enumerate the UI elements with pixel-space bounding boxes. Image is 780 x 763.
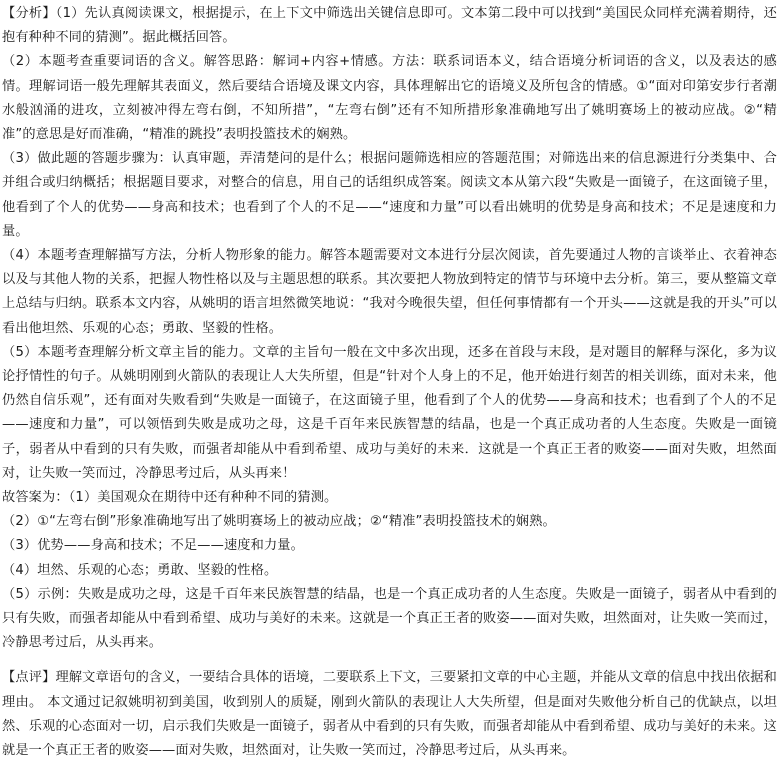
- analysis-paragraph-4: （4）本题考查理解描写方法，分析人物形象的能力。解答本题需要对文本进行分层次阅读，首先要通过人物的言谈举止、衣着神态以及与其他人物的关系，把握人物性格以及与主题思想的联系。其次要把人物放到特定的情节与环境中去分析。第三，要从整篇文章上总结与归纳。联系本文内容，从姚明的语言坦然微笑地说：“我对今晚很失望，但任何事情都有一个开头——这就是我的开头”可以看出他坦然、乐观的心态；勇敢、坚毅的性格。: [2, 248, 777, 336]
- analysis-paragraph-1: [2, 2, 777, 50]
- review-text: 理解文章语句的含义，一要结合具体的语境，二要联系上下文，三要紧扣文章的中心主题，并能从文章的信息中找出依据和理由。 本文通过记叙姚明初到美国，收到别人的质疑，刚到火箭队的表现让人大失所望，但是面对失败他分析自己的优缺点，以坦然、乐观的心态面对一切，启示我们失败是一面镜子，弱者从中看到的只有失败，而强者却能从中看到希望、成功与美好的未来。这就是一个真正王者的败姿——面对失败，坦然面对，让失败一笑而过，冷静思考过后，从头再来。: [2, 670, 777, 759]
- analysis-tag: 【分析】: [2, 6, 56, 21]
- analysis-paragraph-5: （5）本题考查理解分析文章主旨的能力。文章的主旨句一般在文中多次出现，还多在首段与末段，是对题目的解释与深化，多为议论抒情性的句子。从姚明刚到火箭队的表现让人大失所望，但是“针对个人身上的不足，他开始进行刻苦的相关训练，面对未来，他仍然自信乐观”，还有面对失败看到“失败是一面镜子，在这面镜子里，他看到了个人的优势——身高和技术；也看到了个人的不足——速度和力量”，可以领悟到失败是成功之母，这是千百年来民族智慧的结晶，也是一个真正成功者的人生态度。失败是一面镜子，弱者从中看到的只有失败，而强者却能从中看到希望、成功与美好的未来．这就是一个真正王者的败姿——面对失败，坦然面对，让失败一笑而过，冷静思考过后，从头再来！: [2, 344, 777, 481]
- answer-3: （3）优势——身高和技术；不足——速度和力量。: [2, 538, 304, 554]
- analysis-section: [2, 2, 777, 486]
- analysis-paragraph-3: （3）做此题的答题步骤为：认真审题，弄清楚问的是什么；根据问题筛选相应的答题范围；对筛选出来的信息源进行分类集中、合并组合或归纳概括；根据题目要求，对整合的信息，用自己的话组织成答案。阅读文本从第六段“失败是一面镜子，在这面镜子里，他看到了个人的优势——身高和技术；也看到了个人的不足——“速度和力量”可以看出姚明的优势是身高和技术；不足是速度和力量。: [2, 151, 777, 239]
- answer-2: （2）①“左弯右倒”形象准确地写出了姚明赛场上的被动应战；②“精准”表明投篮技术的娴熟。: [2, 514, 556, 530]
- review-section: [2, 666, 777, 763]
- review-paragraph: [2, 666, 777, 763]
- answers-section: [2, 486, 777, 655]
- answer-5: （5）示例：失败是成功之母，这是千百年来民族智慧的结晶，也是一个真正成功者的人生态度。失败是一面镜子，弱者从中看到的只有失败，而强者却能从中看到希望、成功与美好的未来。这就是一个真正王者的败姿——面对失败，坦然面对，让失败一笑而过，冷静思考过后，从头再来。: [2, 586, 777, 651]
- answer-document: [2, 2, 777, 763]
- analysis-paragraph-2: （2）本题考查重要词语的含义。解答思路：解词+内容+情感。方法：联系词语本义，结合语境分析词语的含义，以及表达的感情。理解词语一般先理解其表面义，然后要结合语境及课文内容，具体理解出它的语境义及所包含的情感。①“面对印第安步行者潮水般汹涌的进攻，立刻被冲得左弯右倒，不知所措”，“左弯右倒”还有不知所措形象准确地写出了姚明赛场上的被动应战。②“精准”的意思是好而准确，“精准的跳投”表明投篮技术的娴熟。: [2, 54, 777, 143]
- answer-4: （4）坦然、乐观的心态；勇敢、坚毅的性格。: [2, 562, 278, 578]
- analysis-text-1: （1）先认真阅读课文，根据提示，在上下文中筛选出关键信息即可。文本第二段中可以找到“美国民众同样充满着期待，还抱有种种不同的猜测”。据此概括回答。: [2, 6, 777, 46]
- answer-intro: 故答案为：（1）美国观众在期待中还有种种不同的猜测。: [2, 490, 338, 506]
- review-tag: 【点评】: [2, 670, 56, 686]
